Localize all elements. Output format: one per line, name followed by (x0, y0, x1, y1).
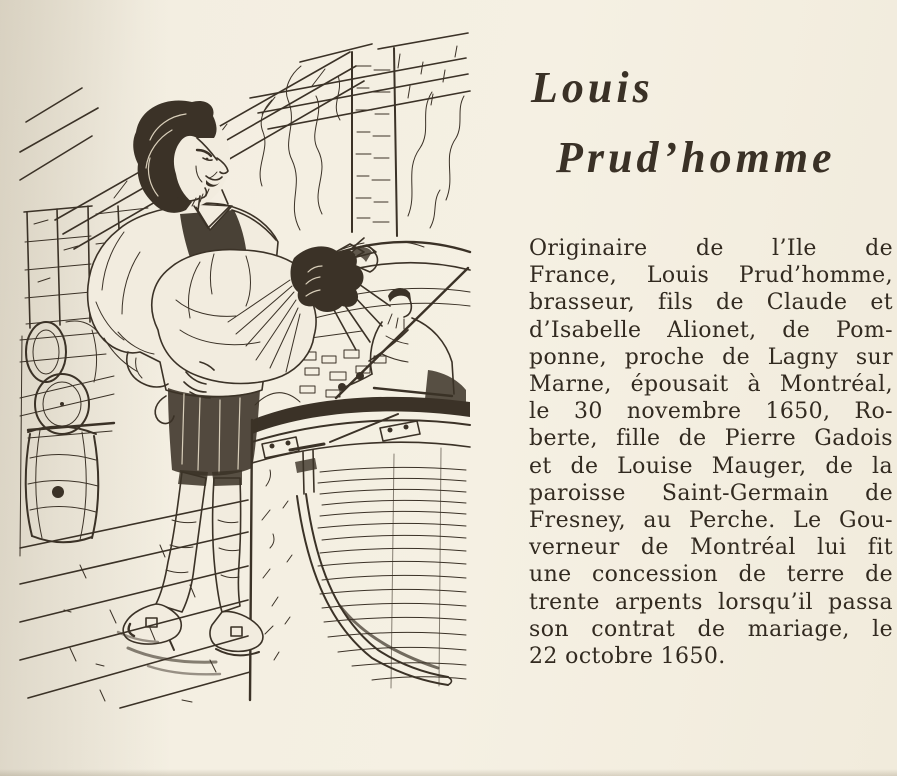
text-line: son contrat de mariage, le (529, 616, 893, 642)
text-line: trente arpents lorsqu’il passa (529, 589, 893, 615)
chimney (352, 48, 397, 236)
text-line: d’Isabelle Alionet, de Pom- (529, 317, 893, 343)
text-line: Fresney, au Perche. Le Gou- (529, 508, 893, 534)
text-line: verneur de Montréal lui fit (529, 535, 893, 561)
text-line: ponne, proche de Lagny sur (529, 344, 893, 370)
text-line: 22 octobre 1650. (529, 644, 726, 670)
biography-text (529, 235, 893, 670)
scan-shading-bottom (0, 769, 897, 776)
text-line: berte, fille de Pierre Gadois (529, 426, 893, 452)
text-line: paroisse Saint-Germain de (529, 480, 893, 506)
text-line: brasseur, fils de Claude et (529, 290, 893, 316)
text-line: le 30 novembre 1650, Ro- (529, 399, 893, 425)
title-line-1: Louis (531, 63, 654, 112)
text-line: et de Louise Mauger, de la (529, 453, 893, 479)
brewery-illustration (0, 0, 490, 710)
text-line: France, Louis Prud’homme, (529, 263, 893, 289)
mash-tun (250, 397, 470, 700)
text-line: Originaire de l’Ile de (529, 236, 893, 261)
text-line: Marne, épousait à Montréal, (529, 372, 893, 398)
lattice-window (24, 206, 92, 328)
title-line-2: Prud’homme (556, 133, 836, 182)
text-line: une concession de terre de (529, 562, 893, 588)
